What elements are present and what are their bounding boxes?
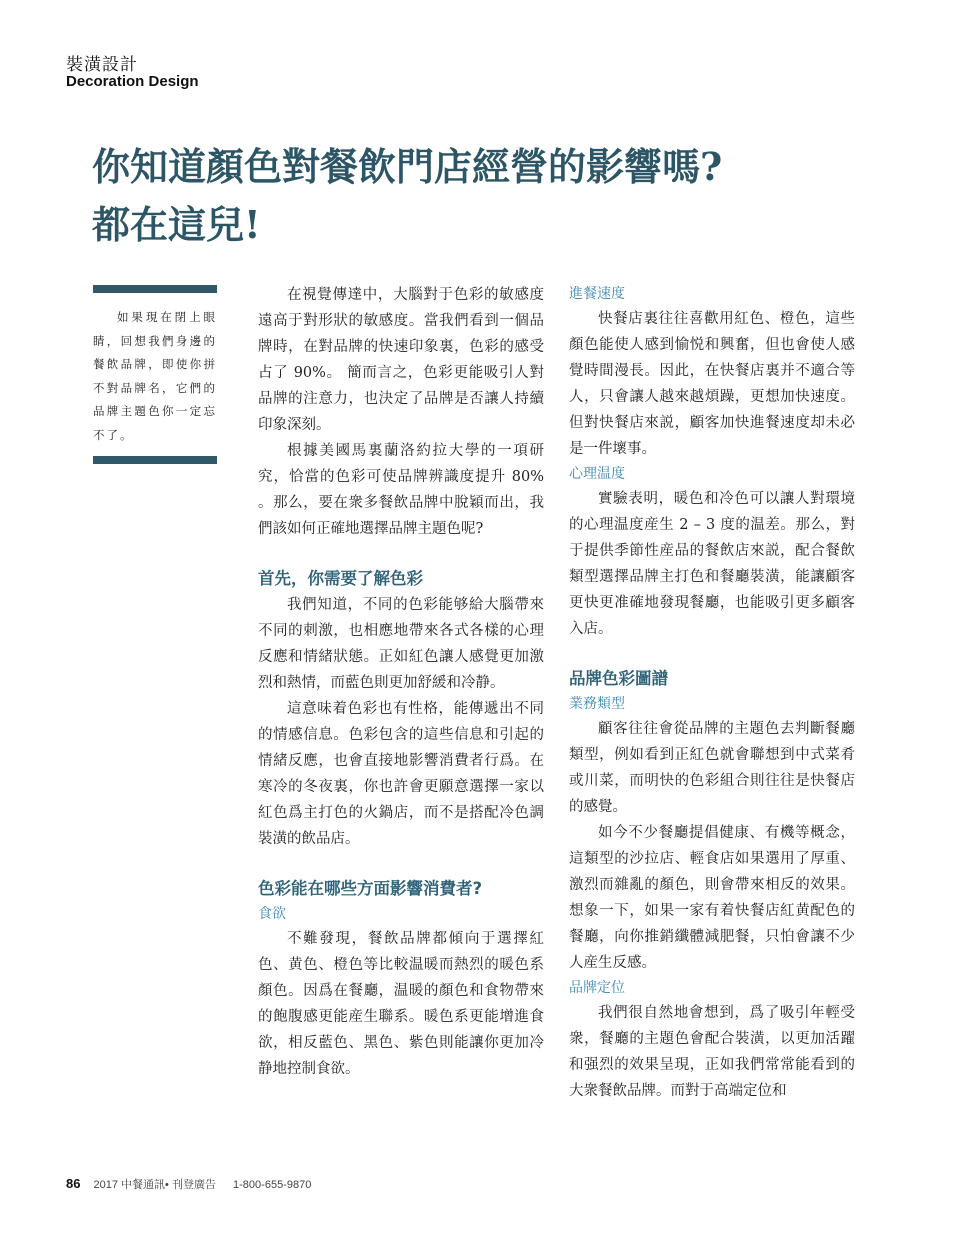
body-paragraph: 實驗表明，暖色和冷色可以讓人對環境的心理温度産生 2 – 3 度的温差。那么，對于提供季節性産品的餐飲店來説，配合餐飲類型選擇品牌主打色和餐廳裝潢，能讓顧客更快更准確地發現餐廳，也能吸引更多顧客入店。 — [569, 491, 855, 637]
body-paragraph: 不難發現，餐飲品牌都傾向于選擇紅色、黄色、橙色等比較温暖而熱烈的暖色系顏色。因爲在餐廳，温暖的顏色和食物帶來的飽腹感更能産生聯系。暖色系更能增進食欲，相反藍色、黑色、紫色則能讓你更加冷静地控制食欲。 — [258, 931, 544, 1077]
article-title — [92, 138, 892, 254]
section-heading: 首先，你需要了解色彩 — [258, 569, 423, 588]
body-paragraph: 我們很自然地會想到，爲了吸引年輕受衆，餐廳的主題色會配合裝潢，以更加活躍和强烈的效果呈現，正如我們常常能看到的大衆餐飲品牌。而對于高端定位和 — [569, 1005, 855, 1099]
section-heading: 色彩能在哪些方面影響消費者? — [258, 879, 483, 898]
section-label-en: Decoration Design — [66, 73, 199, 90]
subsection-heading: 食欲 — [258, 906, 286, 922]
subsection-heading: 業務類型 — [569, 696, 625, 712]
title-line-2: 都在這兒! — [92, 202, 261, 247]
body-paragraph: 根據美國馬裏蘭洛約拉大學的一項研究，恰當的色彩可使品牌辨識度提升 80% 。那么，要在衆多餐飲品牌中脫穎而出，我們該如何正確地選擇品牌主題色呢? — [258, 443, 544, 537]
subsection-heading: 心理温度 — [569, 466, 625, 482]
title-line-1: 你知道顏色對餐飲門店經營的影響嗎? — [92, 144, 723, 189]
right-column — [569, 282, 855, 1104]
page-number: 86 — [66, 1176, 81, 1191]
body-paragraph: 快餐店裏往往喜歡用紅色、橙色，這些顏色能使人感到愉悦和興奮，但也會使人感覺時間漫長。因此，在快餐店裏并不適合等人，只會讓人越來越煩躁，更想加快速度。但對快餐店來説，顧客加快進餐速度却未必是一件壞事。 — [569, 311, 855, 457]
phone-number: 1-800-655-9870 — [233, 1179, 312, 1191]
publication-name: 2017 中餐通訊• 刊登廣告 — [93, 1179, 216, 1191]
body-paragraph: 在視覺傳達中，大腦對于色彩的敏感度遠高于對形狀的敏感度。當我們看到一個品牌時，在對品牌的快速印象裏，色彩的感受占了 90%。 簡而言之，色彩更能吸引人對品牌的注意力，也決定了品牌是否讓人持續印象深刻。 — [258, 287, 544, 433]
section-label-zh: 裝潢設計 — [66, 55, 138, 75]
subsection-heading: 品牌定位 — [569, 980, 625, 996]
body-paragraph: 我們知道，不同的色彩能够給大腦帶來不同的刺激，也相應地帶來各式各樣的心理反應和情緒狀態。正如紅色讓人感覺更加激烈和熱情，而藍色則更加舒緩和冷静。 — [258, 597, 544, 691]
body-paragraph: 這意味着色彩也有性格，能傳遞出不同的情感信息。色彩包含的這些信息和引起的情緒反應，也會直接地影響消費者行爲。在寒冷的冬夜裏，你也許會更願意選擇一家以紅色爲主打色的火鍋店，而不是搭配冷色調裝潢的飲品店。 — [258, 701, 544, 847]
left-column — [258, 282, 544, 1082]
pull-quote-bottom-rule — [93, 456, 217, 464]
body-paragraph: 如今不少餐廳提倡健康、有機等概念，這類型的沙拉店、輕食店如果選用了厚重、激烈而雜亂的顏色，則會帶來相反的效果。想象一下，如果一家有着快餐店紅黄配色的餐廳，向你推銷纖體減肥餐，只怕會讓不少人産生反感。 — [569, 825, 855, 971]
pull-quote: 如果現在閉上眼睛，回想我們身邊的餐飲品牌，即使你拼不對品牌名，它們的品牌主題色你一定忘不了。 — [93, 310, 217, 442]
page-footer — [66, 1176, 311, 1192]
pull-quote-top-rule — [93, 285, 217, 293]
body-paragraph: 顧客往往會從品牌的主題色去判斷餐廳類型，例如看到正紅色就會聯想到中式菜肴或川菜，而明快的色彩組合則往往是快餐店的感覺。 — [569, 721, 855, 815]
section-heading: 品牌色彩圖譜 — [569, 669, 668, 688]
subsection-heading: 進餐速度 — [569, 286, 625, 302]
